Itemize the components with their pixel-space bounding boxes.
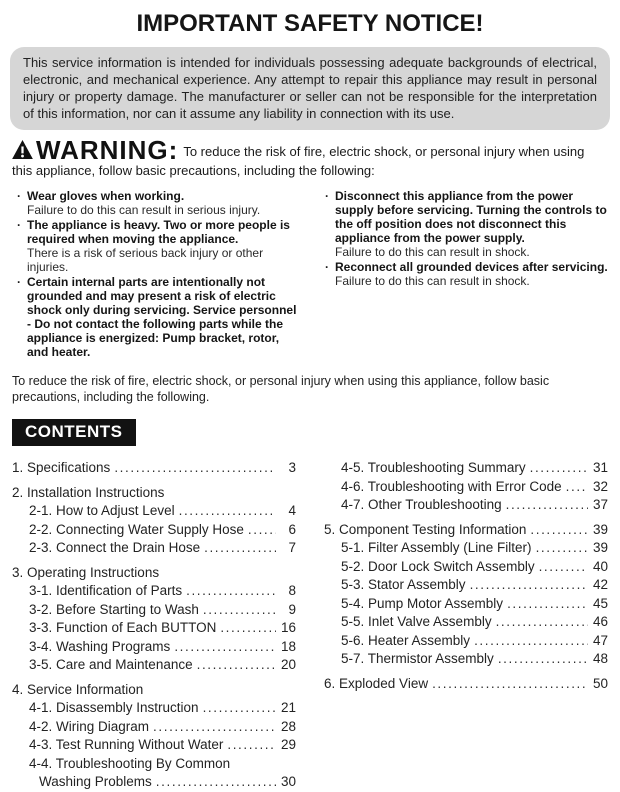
- dot-leader: [174, 638, 276, 657]
- toc-entry: [324, 576, 608, 595]
- toc-entry-label: 5-2. Door Lock Switch Assembly: [341, 558, 535, 574]
- toc-entry-page: 46: [592, 614, 608, 629]
- toc-entry: [12, 601, 296, 620]
- warning-header: [12, 135, 608, 179]
- toc-entry-page: 45: [592, 595, 608, 611]
- warning-list-left: [10, 189, 302, 359]
- toc-entry-label: 3-3. Function of Each BUTTON: [29, 620, 217, 635]
- toc-entry-page: 6: [288, 521, 296, 537]
- toc-entry-label: 5-1. Filter Assembly (Line Filter): [341, 540, 532, 555]
- warning-item-note: Failure to do this can result in shock.: [335, 274, 530, 288]
- toc-entry: [12, 755, 296, 774]
- toc-entry-label: 5-3. Stator Assembly: [341, 577, 466, 592]
- dot-leader: [496, 613, 588, 632]
- toc-entry: [324, 558, 608, 577]
- toc-entry: [12, 459, 296, 478]
- dot-leader: [179, 502, 276, 521]
- toc-entry-label: 4-2. Wiring Diagram: [29, 718, 150, 734]
- toc-entry: [324, 595, 608, 614]
- warning-item-bold: · Certain internal parts are intentionally not grounded and may present a risk of electric shock only during servicing. Service personnel - Do not contact the following parts while the appliance is energized: Pump bracket, rotor, and heater.: [27, 275, 297, 359]
- dot-leader: [227, 736, 276, 755]
- toc-entry-page: 30: [280, 774, 296, 789]
- warning-item: [17, 218, 302, 274]
- toc-entry-page: 47: [592, 632, 608, 648]
- toc-entry-label: 5-7. Thermistor Assembly: [341, 651, 494, 666]
- toc-entry-label: 3-5. Care and Maintenance: [29, 657, 193, 672]
- warning-item-bold: · Wear gloves when working.: [27, 189, 185, 203]
- dot-leader: [539, 558, 588, 577]
- warning-triangle-icon: [12, 140, 33, 163]
- toc-entry-page: 28: [280, 718, 296, 734]
- toc-entry-page: 8: [288, 583, 296, 598]
- toc-entry-page: 39: [592, 540, 608, 555]
- table-of-contents: [10, 459, 610, 792]
- warning-item-bold: · Disconnect this appliance from the power supply before servicing. Turning the controls to the off position does not disconnect this appliance from the power supply.: [335, 189, 607, 245]
- dot-leader: [566, 478, 588, 497]
- toc-entry: [324, 675, 608, 694]
- toc-entry-page: 4: [288, 503, 296, 518]
- toc-entry: [324, 496, 608, 515]
- dot-leader: [204, 539, 276, 558]
- toc-entry: [324, 459, 608, 478]
- toc-entry-page: 50: [592, 675, 608, 691]
- dot-leader: [248, 521, 276, 540]
- toc-entry-label: 6. Exploded View: [324, 675, 429, 691]
- toc-entry: [12, 502, 296, 521]
- dot-leader: [153, 718, 276, 737]
- toc-entry-label: 4-5. Troubleshooting Summary: [341, 460, 526, 475]
- toc-entry-page: 7: [288, 540, 296, 555]
- dot-leader: [530, 459, 588, 478]
- dot-leader: [507, 595, 588, 614]
- warning-item-note: Failure to do this can result in shock.: [335, 245, 530, 259]
- toc-entry-label: 2-2. Connecting Water Supply Hose: [29, 521, 244, 537]
- toc-entry-label: 5-6. Heater Assembly: [341, 632, 471, 648]
- toc-entry: [324, 521, 608, 540]
- toc-entry: [324, 478, 608, 497]
- toc-entry: [12, 773, 296, 792]
- toc-entry-label: 4-7. Other Troubleshooting: [341, 497, 502, 512]
- dot-leader: [114, 459, 276, 478]
- dot-leader: [220, 619, 276, 638]
- toc-entry-page: 48: [592, 651, 608, 666]
- warning-item: [17, 189, 302, 217]
- toc-entry-label: 2. Installation Instructions: [12, 484, 165, 500]
- toc-entry: [12, 582, 296, 601]
- toc-entry-label: 2-1. How to Adjust Level: [29, 503, 175, 518]
- toc-entry-page: 39: [592, 521, 608, 537]
- dot-leader: [156, 773, 276, 792]
- dot-leader: [530, 521, 588, 540]
- toc-entry: [12, 619, 296, 638]
- contents-heading: CONTENTS: [12, 419, 136, 446]
- toc-entry-page: 16: [280, 620, 296, 635]
- warning-column-right: [318, 189, 610, 360]
- dot-leader: [470, 576, 588, 595]
- toc-entry-page: 20: [280, 657, 296, 672]
- toc-entry: [12, 736, 296, 755]
- warning-item-note: There is a risk of serious back injury or other injuries.: [27, 246, 264, 274]
- toc-right-column: [324, 459, 608, 792]
- toc-entry-label: 4-4. Troubleshooting By Common: [29, 755, 231, 771]
- toc-entry-label: 4-3. Test Running Without Water: [29, 737, 224, 752]
- toc-entry-label: 4-6. Troubleshooting with Error Code: [341, 478, 562, 494]
- toc-entry: [12, 539, 296, 558]
- toc-entry-page: 37: [592, 497, 608, 512]
- toc-entry-label: Washing Problems: [39, 774, 152, 789]
- toc-entry: [12, 521, 296, 540]
- reminder-text: To reduce the risk of fire, electric shock, or personal injury when using this appliance, follow basic precautions, including the following.: [12, 374, 550, 404]
- toc-entry-label: 4-1. Disassembly Instruction: [29, 700, 199, 715]
- dot-leader: [186, 582, 276, 601]
- toc-entry-page: 9: [288, 601, 296, 617]
- toc-entry: [12, 656, 296, 675]
- toc-entry-label: 5-4. Pump Motor Assembly: [341, 595, 504, 611]
- toc-left-column: [12, 459, 296, 792]
- toc-entry-page: 21: [280, 700, 296, 715]
- warning-item-bold: · Reconnect all grounded devices after servicing.: [335, 260, 608, 274]
- warning-label: WARNING:: [36, 135, 179, 165]
- warning-list-right: [318, 189, 610, 288]
- dot-leader: [498, 650, 588, 669]
- toc-entry: [324, 650, 608, 669]
- dot-leader: [203, 699, 276, 718]
- toc-entry: [12, 699, 296, 718]
- warning-intro-text: To reduce the risk of fire, electric shock, or personal injury when using this appliance, follow basic precautions, including the following:: [12, 144, 585, 178]
- toc-entry: [324, 539, 608, 558]
- toc-entry: [12, 564, 296, 583]
- toc-entry-page: 3: [288, 460, 296, 475]
- toc-entry: [12, 638, 296, 657]
- toc-entry: [324, 632, 608, 651]
- warning-column-left: [10, 189, 302, 360]
- toc-entry-label: 3-2. Before Starting to Wash: [29, 601, 199, 617]
- toc-entry-label: 3. Operating Instructions: [12, 564, 160, 580]
- toc-entry-page: 32: [592, 478, 608, 494]
- dot-leader: [474, 632, 588, 651]
- toc-entry-label: 3-1. Identification of Parts: [29, 583, 183, 598]
- warning-item: [325, 260, 610, 288]
- dot-leader: [197, 656, 276, 675]
- toc-entry-label: 2-3. Connect the Drain Hose: [29, 540, 201, 555]
- toc-entry: [324, 613, 608, 632]
- warning-item: [17, 275, 302, 359]
- warning-item-bold: · The appliance is heavy. Two or more people is required when moving the appliance.: [27, 218, 290, 246]
- page-title: IMPORTANT SAFETY NOTICE!: [136, 10, 484, 37]
- dot-leader: [432, 675, 588, 694]
- toc-entry-label: 1. Specifications: [12, 460, 111, 475]
- toc-entry-page: 42: [592, 577, 608, 592]
- toc-entry-label: 5-5. Inlet Valve Assembly: [341, 614, 492, 629]
- toc-entry: [12, 681, 296, 700]
- toc-entry-label: 5. Component Testing Information: [324, 521, 527, 537]
- toc-entry-page: 31: [592, 460, 608, 475]
- warning-item-note: Failure to do this can result in serious injury.: [27, 203, 261, 217]
- dot-leader: [506, 496, 588, 515]
- dot-leader: [536, 539, 588, 558]
- disclaimer-box: This service information is intended for individuals possessing adequate backgrounds of electrical, electronic, and mechanical experience. Any attempt to repair this appliance may result in personal injury or property damage. The manufacturer or seller can not be responsible for the interpretation of this information, nor can it assume any liability in connection with its use.: [10, 47, 610, 130]
- toc-entry: [12, 718, 296, 737]
- warning-columns: [10, 189, 610, 360]
- toc-entry-page: 29: [280, 737, 296, 752]
- toc-entry-page: 18: [280, 638, 296, 654]
- warning-item: [325, 189, 610, 259]
- toc-entry-label: 4. Service Information: [12, 681, 144, 697]
- toc-entry-page: 40: [592, 558, 608, 574]
- toc-entry: [12, 484, 296, 503]
- toc-entry-label: 3-4. Washing Programs: [29, 638, 171, 654]
- dot-leader: [203, 601, 276, 620]
